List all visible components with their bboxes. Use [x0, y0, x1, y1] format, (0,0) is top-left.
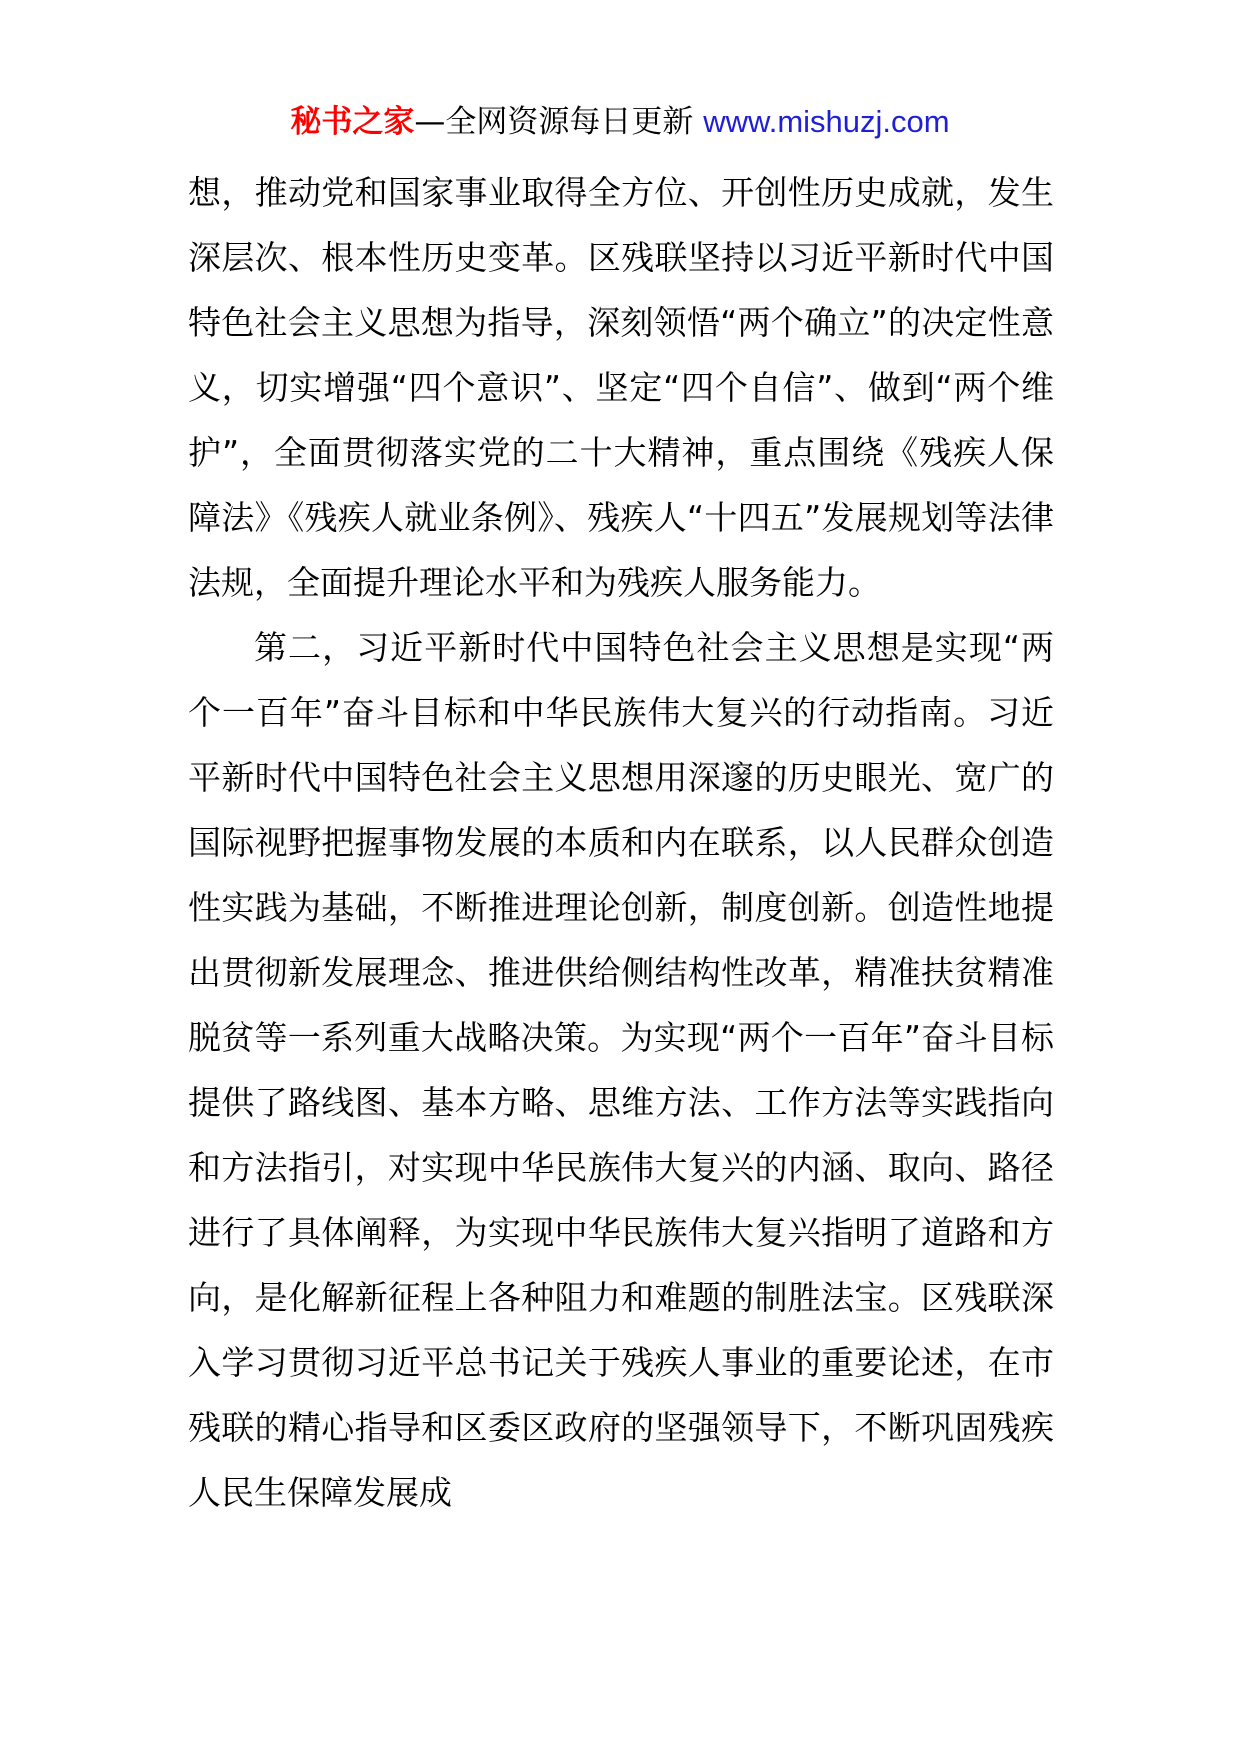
paragraph-continuation: 想，推动党和国家事业取得全方位、开创性历史成就，发生深层次、根本性历史变革。区残联坚持以习近平新时代中国特色社会主义思想为指导，深刻领悟“两个确立”的决定性意义，切实增强“四个意识”、坚定“四个自信”、做到“两个维护”，全面贯彻落实党的二十大精神，重点围绕《残疾人保障法》《残疾人就业条例》、残疾人“十四五”发展规划等法律法规，全面提升理论水平和为残疾人服务能力。 [188, 173, 1054, 602]
header-url-link[interactable]: www.mishuzj.com [703, 104, 950, 139]
header-tagline: —全网资源每日更新 [414, 104, 694, 140]
header-brand: 秘书之家 [290, 104, 415, 140]
paragraph-second-point: 第二，习近平新时代中国特色社会主义思想是实现“两个一百年”奋斗目标和中华民族伟大复兴的行动指南。习近平新时代中国特色社会主义思想用深邃的历史眼光、宽广的国际视野把握事物发展的本质和内在联系，以人民群众创造性实践为基础，不断推进理论创新，制度创新。创造性地提出贯彻新发展理念、推进供给侧结构性改革，精准扶贫精准脱贫等一系列重大战略决策。为实现“两个一百年”奋斗目标提供了路线图、基本方略、思维方法、工作方法等实践指向和方法指引，对实现中华民族伟大复兴的内涵、取向、路径进行了具体阐释，为实现中华民族伟大复兴指明了道路和方向，是化解新征程上各种阻力和难题的制胜法宝。区残联深入学习贯彻习近平总书记关于残疾人事业的重要论述，在市残联的精心指导和区委区政府的坚强领导下，不断巩固残疾人民生保障发展成 [188, 628, 1054, 1512]
page-header [0, 100, 1240, 144]
document-body [188, 160, 1054, 1525]
